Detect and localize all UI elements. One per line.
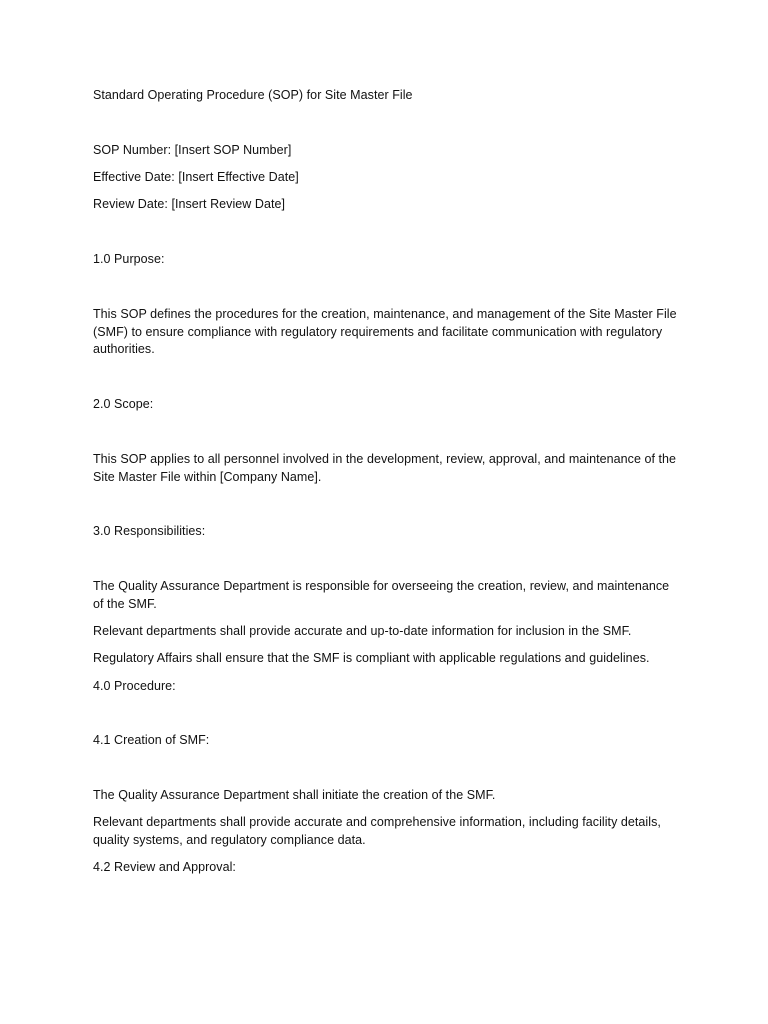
responsibility-item: Regulatory Affairs shall ensure that the SMF is compliant with applicable regulations and guidelines. [93,651,650,665]
purpose-body: This SOP defines the procedures for the creation, maintenance, and management of the Site Master File (SMF) to ensure compliance with regulatory requirements and facilitate communication with regulatory authorities. [93,307,677,356]
document-title: Standard Operating Procedure (SOP) for Site Master File [93,88,413,102]
scope-heading: 2.0 Scope: [93,397,154,411]
purpose-heading: 1.0 Purpose: [93,252,165,266]
creation-item: The Quality Assurance Department shall initiate the creation of the SMF. [93,788,496,802]
review-approval-heading: 4.2 Review and Approval: [93,860,236,874]
responsibility-item: Relevant departments shall provide accurate and up-to-date information for inclusion in the SMF. [93,624,632,638]
responsibilities-heading: 3.0 Responsibilities: [93,524,206,538]
responsibility-item: The Quality Assurance Department is responsible for overseeing the creation, review, and maintenance of the SMF. [93,579,670,611]
procedure-heading: 4.0 Procedure: [93,679,176,693]
sop-number: SOP Number: [Insert SOP Number] [93,143,292,157]
scope-body: This SOP applies to all personnel involved in the development, review, approval, and maintenance of the Site Master File within [Company Name]. [93,452,677,484]
creation-heading: 4.1 Creation of SMF: [93,733,210,747]
creation-item: Relevant departments shall provide accurate and comprehensive information, including facility details, quality systems, and regulatory compliance data. [93,815,661,847]
effective-date: Effective Date: [Insert Effective Date] [93,170,299,184]
review-date: Review Date: [Insert Review Date] [93,197,285,211]
